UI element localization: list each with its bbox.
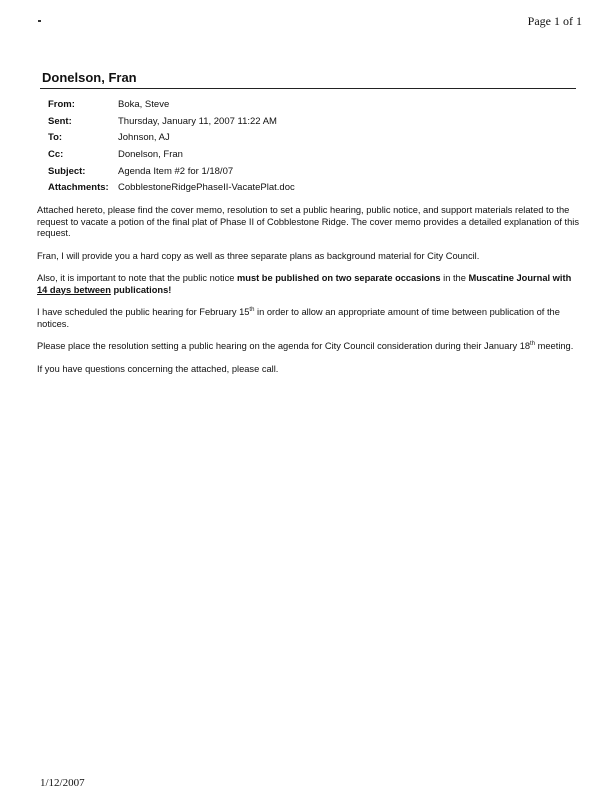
- text: Also, it is important to note that the public notice: [37, 273, 237, 283]
- bold-text: publications!: [110, 284, 172, 295]
- bold-text: Muscatine Journal with: [468, 273, 572, 283]
- paragraph-closing: If you have questions concerning the attached, please call.: [37, 363, 279, 374]
- text: I have scheduled the public hearing for February 15: [37, 307, 250, 317]
- header-cc: [48, 146, 295, 163]
- header-attachments: [48, 179, 295, 196]
- attachment-name: CobblestoneRidgePhaseII-VacatePlat.doc: [118, 182, 295, 194]
- header-value: Johnson, AJ: [118, 132, 170, 144]
- header-label: Cc:: [48, 148, 64, 160]
- paragraph-agenda-request: [37, 341, 582, 353]
- page-number: Page 1 of 1: [527, 14, 582, 28]
- email-headers: [48, 96, 295, 196]
- superscript: th: [530, 340, 536, 347]
- footer-date: 1/12/2007: [40, 777, 85, 789]
- paragraph-hard-copy: Fran, I will provide you a hard copy as well as three separate plans as background material for City Council.: [37, 250, 480, 261]
- header-value: Boka, Steve: [118, 98, 170, 110]
- paragraph-hearing-date: [37, 307, 582, 330]
- header-to: [48, 129, 295, 146]
- header-label: Sent:: [48, 115, 72, 127]
- header-value: Thursday, January 11, 2007 11:22 AM: [118, 115, 277, 127]
- title-divider: [40, 88, 576, 89]
- paragraph-public-notice: [37, 273, 582, 296]
- text: in order to allow an appropriate amount of time between publication of the notices.: [37, 307, 560, 329]
- scan-speck: [38, 20, 41, 22]
- header-value: Donelson, Fran: [118, 148, 183, 160]
- header-subject: [48, 163, 295, 180]
- text: Please place the resolution setting a public hearing on the agenda for City Council consideration during their January 18: [37, 341, 531, 351]
- paragraph-intro: Attached hereto, please find the cover memo, resolution to set a public hearing, public notice, and support materials related to the request to vacate a potion of the final plat of Phase II of Cobblestone Ridge. The cover memo provides a detailed explanation of this request.: [37, 205, 579, 238]
- header-from: [48, 96, 295, 113]
- text: in the: [440, 273, 469, 283]
- superscript: th: [249, 306, 255, 313]
- header-sent: [48, 113, 295, 130]
- header-label: To:: [48, 132, 63, 144]
- text: meeting.: [535, 341, 574, 351]
- mailbox-owner-title: Donelson, Fran: [42, 70, 137, 85]
- header-label: From:: [48, 98, 75, 110]
- email-body: [37, 205, 582, 386]
- underlined-bold-text: 14 days between: [37, 284, 111, 295]
- header-label: Subject:: [48, 165, 86, 177]
- bold-text: must be published on two separate occasions: [237, 273, 441, 283]
- header-value: Agenda Item #2 for 1/18/07: [118, 165, 234, 177]
- header-label: Attachments:: [48, 182, 109, 194]
